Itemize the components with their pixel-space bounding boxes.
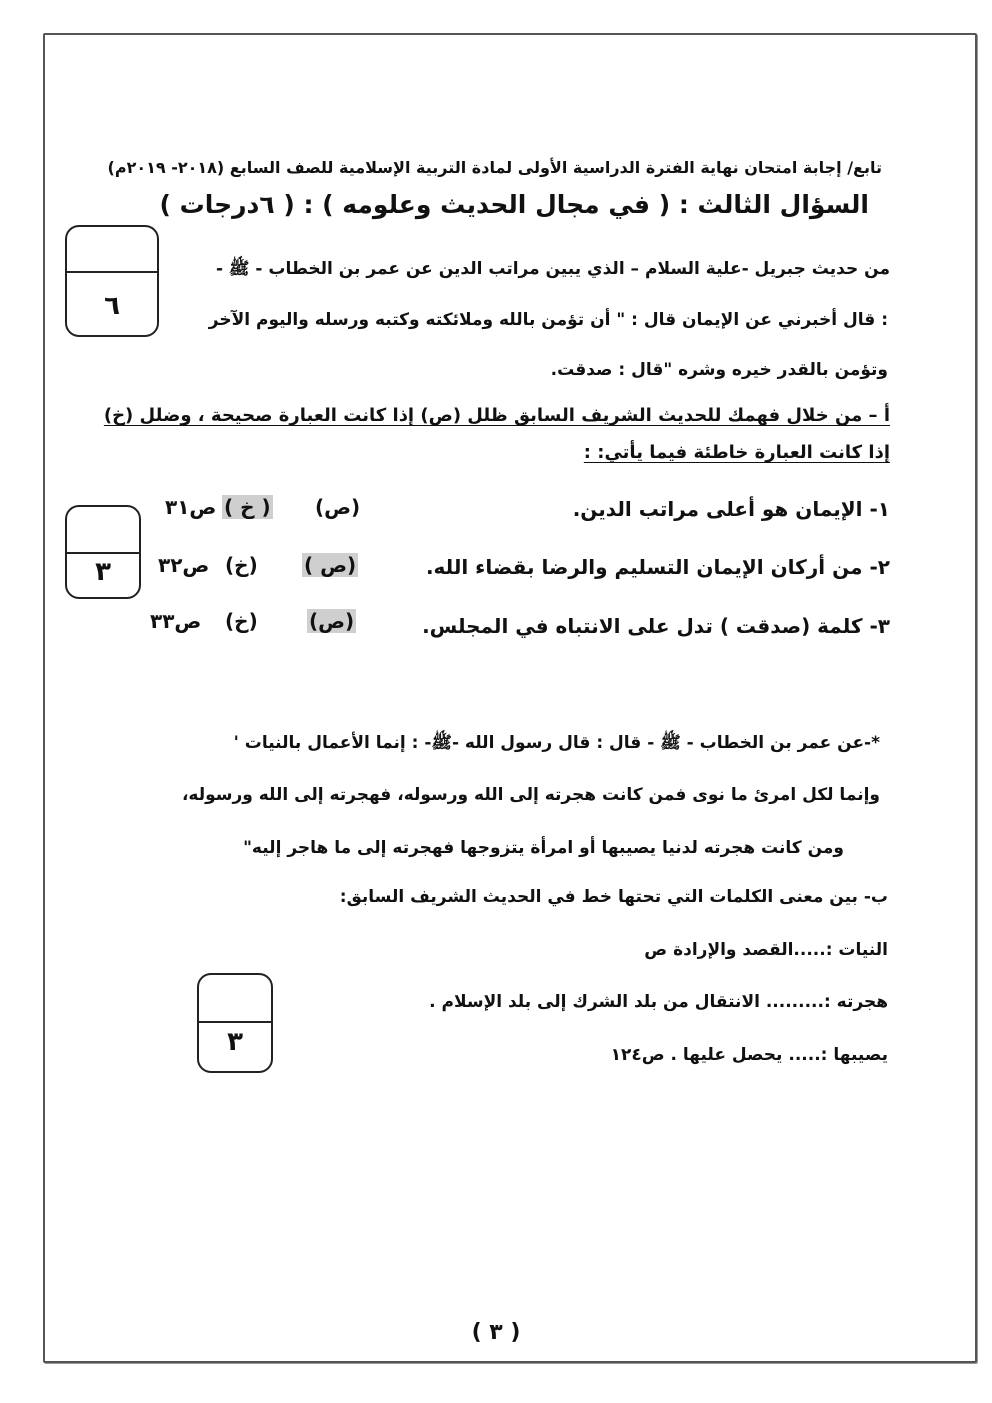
score-box-divider xyxy=(67,552,139,554)
option-kha-2[interactable]: (خ) xyxy=(225,553,258,577)
score-box-value: ٣ xyxy=(227,1027,243,1057)
answer-niyyat: النيات :.....القصد والإرادة ص xyxy=(644,940,888,960)
statement-3: ٣- كلمة (صدقت ) تدل على الانتباه في المجلس. xyxy=(422,614,890,638)
hadith2-line1: *-عن عمر بن الخطاب - ﷺ - قال : قال رسول الله -ﷺ- : إنما الأعمال بالنيات ' xyxy=(233,733,880,753)
option-sad-3-label: (ص) xyxy=(309,609,355,633)
option-sad-2[interactable] xyxy=(302,553,358,577)
part-b-instruction: ب- بين معنى الكلمات التي تحتها خط في الحديث الشريف السابق: xyxy=(339,887,888,907)
option-kha-1[interactable] xyxy=(222,495,273,519)
section-title: السؤال الثالث : ( في مجال الحديث وعلومه ) : ( ٦درجات ) xyxy=(159,190,869,219)
exam-header: تابع/ إجابة امتحان نهاية الفترة الدراسية الأولى لمادة التربية الإسلامية للصف السابع (٢٠١٨- ٢٠١٩م) xyxy=(107,158,882,177)
page-ref-1: ص٣١ xyxy=(165,495,217,519)
answer-hijrah: هجرته :......... الانتقال من بلد الشرك إلى بلد الإسلام . xyxy=(429,992,888,1012)
score-box-value: ٦ xyxy=(104,291,120,321)
part-a-instruction-line2: إذا كانت العبارة خاطئة فيما يأتي: : xyxy=(583,442,890,463)
page-ref-2: ص٣٢ xyxy=(158,553,210,577)
page-border xyxy=(43,33,977,1363)
option-sad-3[interactable] xyxy=(307,609,356,633)
score-box-part-a xyxy=(65,505,141,599)
option-sad-1[interactable]: (ص) xyxy=(315,495,361,519)
statement-1: ١- الإيمان هو أعلى مراتب الدين. xyxy=(572,497,890,521)
hadith1-line3: وتؤمن بالقدر خيره وشره "قال : صدقت. xyxy=(550,360,888,380)
hadith2-line3: ومن كانت هجرته لدنيا يصيبها أو امرأة يتزوجها فهجرته إلى ما هاجر إليه" xyxy=(243,838,844,858)
score-box-total xyxy=(65,225,159,337)
answer-yusibuha: يصيبها :..... يحصل عليها . ص١٢٤ xyxy=(610,1045,888,1065)
score-box-divider xyxy=(67,271,157,273)
hadith1-line1: من حديث جبريل -علية السلام – الذي يبين مراتب الدين عن عمر بن الخطاب - ﷺ - xyxy=(215,259,890,279)
option-sad-2-label: ( ص) xyxy=(304,553,357,577)
part-a-instruction-line1: أ – من خلال فهمك للحديث الشريف السابق ظلل (ص) إذا كانت العبارة صحيحة ، وضلل (خ) xyxy=(103,405,890,426)
option-kha-1-label: ( خ ) xyxy=(224,495,271,519)
score-box-part-b xyxy=(197,973,273,1073)
hadith2-line2: وإنما لكل امرئ ما نوى فمن كانت هجرته إلى الله ورسوله، فهجرته إلى الله ورسوله، xyxy=(181,785,880,805)
option-kha-3[interactable]: (خ) xyxy=(225,609,258,633)
score-box-value: ٣ xyxy=(95,557,111,587)
page-ref-3: ص٣٣ xyxy=(150,609,202,633)
statement-2: ٢- من أركان الإيمان التسليم والرضا بقضاء الله. xyxy=(425,555,890,579)
hadith1-line2: : قال أخبرني عن الإيمان قال : " أن تؤمن بالله وملائكته وكتبه ورسله واليوم الآخر xyxy=(208,310,888,330)
page-number: ( ٣ ) xyxy=(471,1320,521,1345)
score-box-divider xyxy=(199,1021,271,1023)
